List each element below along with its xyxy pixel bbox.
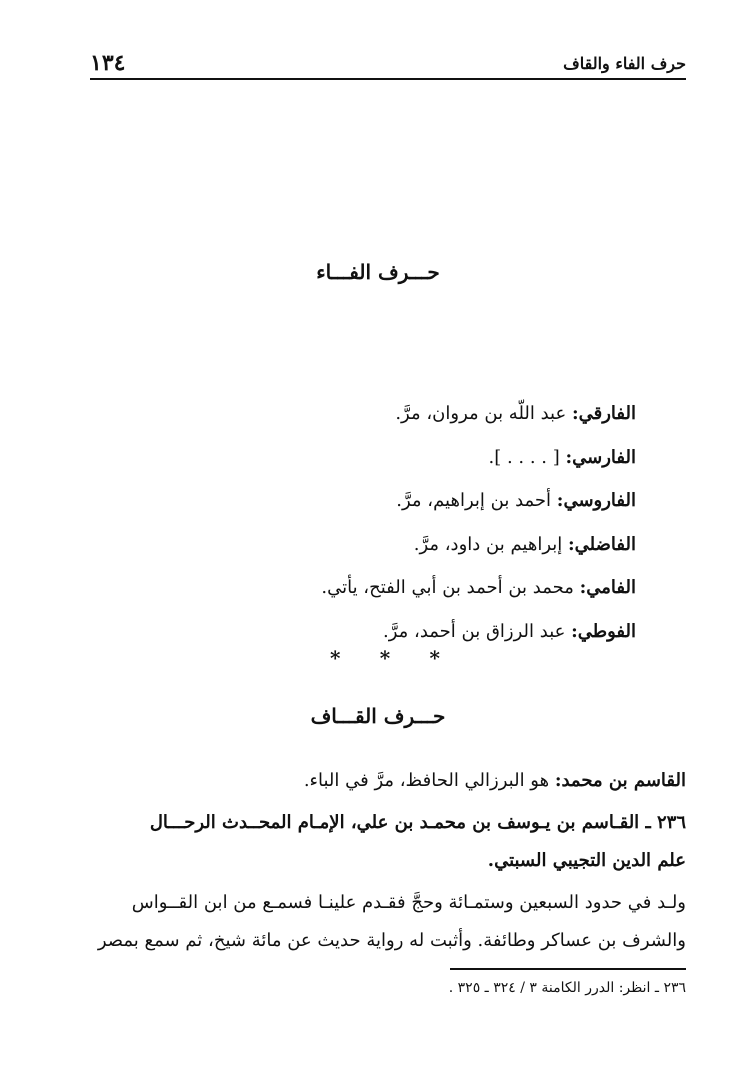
list-item	[196, 479, 636, 523]
entry-key: الفارسي:	[565, 446, 636, 468]
entry-text: عبد الرزاق بن أحمد، مرَّ.	[383, 620, 566, 642]
separator-star: *	[330, 646, 341, 670]
entry-key: الفاروسي:	[556, 490, 636, 511]
list-item	[196, 436, 636, 480]
body-line: والشرف بن عساكر وطائفة. وأثبت له رواية حديث عن مائة شيخ، ثم سمع بمصر	[97, 930, 686, 951]
list-item	[196, 523, 636, 567]
section-title-fa: حـــرف الفـــاء	[316, 260, 440, 284]
entry-text: [ . . . . ].	[488, 446, 560, 468]
entry-text: إبراهيم بن داود، مرَّ.	[413, 533, 563, 555]
running-head: حرف الفاء والقاف	[563, 53, 686, 73]
body-line: ولـد في حدود السبعين وستمـائة وحجَّ فقـدم علينـا فسمـع من ابن القــواس	[131, 892, 686, 913]
entry-key: الفارقي:	[571, 403, 636, 424]
entry-key: القاسم بن محمد:	[554, 770, 686, 791]
section-title-qaf: حـــرف القـــاف	[310, 704, 446, 728]
separator-star: *	[429, 646, 440, 670]
entry-heading-line: ٢٣٦ ـ القـاسم بن يـوسف بن محمـد بن علي، الإمـام المحــدث الرحـــال	[149, 812, 686, 833]
entry-text: محمد بن أحمد بن أبي الفتح، يأتي.	[321, 577, 574, 598]
page-header	[90, 48, 686, 80]
entry-key: الفوطي:	[571, 620, 636, 642]
list-item	[196, 566, 636, 610]
footnote-divider	[450, 968, 686, 970]
entry-key: الفاضلي:	[568, 533, 636, 555]
entry-text: أحمد بن إبراهيم، مرَّ.	[396, 490, 552, 511]
separator-star: *	[379, 646, 391, 670]
section-separator	[330, 646, 440, 670]
entry-text: هو البرزالي الحافظ، مرَّ في الباء.	[303, 770, 550, 791]
list-item	[196, 392, 636, 436]
fa-entries-list	[196, 392, 636, 653]
footnote: ٢٣٦ ـ انظر: الدرر الكامنة ٣ / ٣٢٤ ـ ٣٢٥ .	[448, 980, 686, 996]
entry-text: عبد اللّه بن مروان، مرَّ.	[395, 403, 567, 424]
entry-key: الفامي:	[579, 577, 636, 598]
page-number: ١٣٤	[90, 50, 126, 76]
body-line	[82, 762, 686, 800]
entry-heading-line: علم الدين التجيبي السبتي.	[487, 850, 686, 871]
qaf-body	[82, 762, 686, 960]
